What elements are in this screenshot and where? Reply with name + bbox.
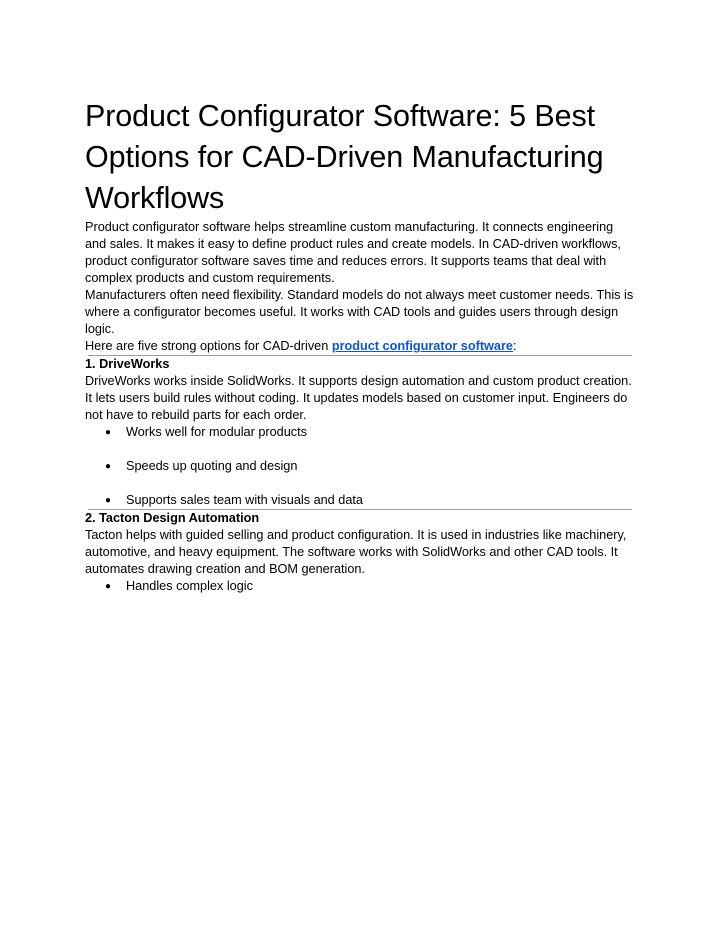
section-paragraph: Tacton helps with guided selling and product configuration. It is used in industries like machinery, automotive, and heavy equipment. The software works with SolidWorks and other CAD tools. It automates drawing creation and BOM generation. [85, 528, 627, 576]
section-heading: 2. Tacton Design Automation [85, 511, 260, 525]
intro-paragraph: Manufacturers often need flexibility. Standard models do not always meet customer needs. This is where a configurator becomes useful. It works with CAD tools and guides users through design logic. [85, 288, 634, 336]
bullet-icon: ● [105, 427, 112, 438]
list-item [85, 578, 637, 595]
section-heading: 1. DriveWorks [85, 357, 170, 371]
intro-text-suffix: : [512, 339, 517, 353]
section-tacton [85, 510, 637, 595]
list-item-text: Works well for modular products [126, 425, 307, 439]
list-item [85, 492, 637, 509]
bullet-list [85, 578, 637, 595]
product-configurator-link[interactable]: product configurator software [331, 339, 513, 353]
intro-paragraph: Product configurator software helps streamline custom manufacturing. It connects engineering and sales. It makes it easy to define product rules and create models. In CAD-driven workflows, product configurator software saves time and reduces errors. It supports teams that deal with complex products and custom requirements. [85, 220, 621, 285]
list-item [85, 424, 637, 441]
list-item-text: Handles complex logic [126, 579, 253, 593]
page-title: Product Configurator Software: 5 Best Options for CAD-Driven Manufacturing Workflows [85, 99, 604, 215]
intro-paragraph [85, 338, 637, 355]
section-driveworks [85, 356, 637, 509]
document-body [85, 96, 637, 595]
list-item-text: Speeds up quoting and design [126, 459, 298, 473]
bullet-list [85, 424, 637, 509]
bullet-icon: ● [105, 495, 112, 506]
bullet-icon: ● [105, 461, 112, 472]
section-paragraph: DriveWorks works inside SolidWorks. It supports design automation and custom product creation. It lets users build rules without coding. It updates models based on customer input. Engineers do not have to rebuild parts for each order. [85, 374, 632, 422]
list-item [85, 458, 637, 475]
intro-text: Here are five strong options for CAD-driven [85, 339, 332, 353]
list-item-text: Supports sales team with visuals and data [126, 493, 363, 507]
bullet-icon: ● [105, 581, 112, 592]
